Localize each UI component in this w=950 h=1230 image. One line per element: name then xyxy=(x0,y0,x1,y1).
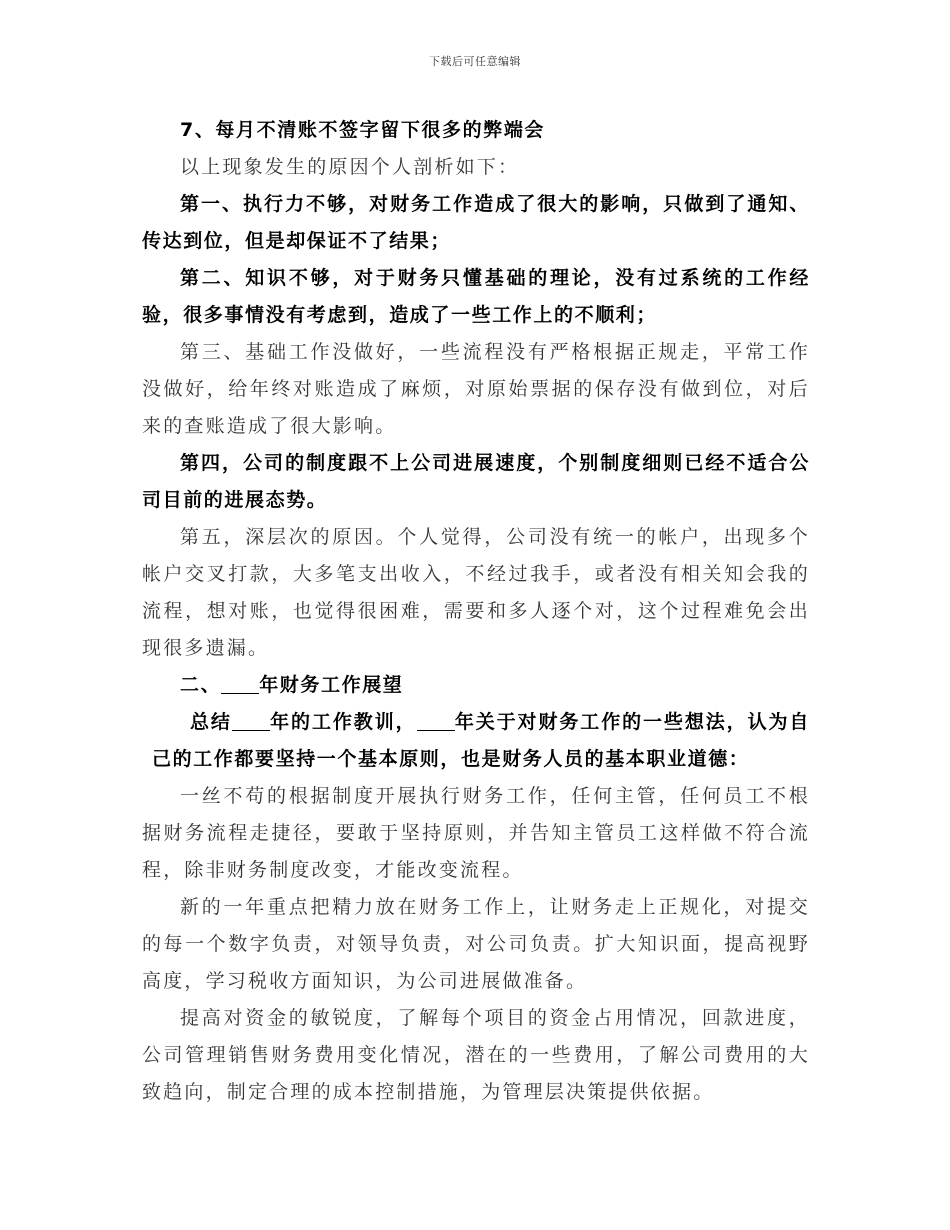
paragraph-cause-2: 第二、知识不够，对于财务只懂基础的理论，没有过系统的工作经验，很多事情没有考虑到，造成了一些工作上的不顺利； xyxy=(142,267,810,326)
summary-part-a: 总结 xyxy=(190,711,232,733)
paragraph-cause-1: 第一、执行力不够，对财务工作造成了很大的影响，只做到了通知、传达到位，但是却保证不了结果； xyxy=(142,193,810,252)
section-heading-outlook xyxy=(142,667,810,704)
paragraph-cause-5: 第五，深层次的原因。个人觉得，公司没有统一的帐户，出现多个帐户交叉打款，大多笔支出收入，不经过我手，或者没有相关知会我的流程，想对账，也觉得很困难，需要和多人逐个对，这个过程难免会出现很多遗漏。 xyxy=(142,526,810,659)
blank-year xyxy=(232,711,270,731)
summary-part-c: 年关于对财务工作的一些想法，认为自己的工作都要坚持一个基本原则，也是财务人员的基本职业道德： xyxy=(152,711,810,770)
paragraph-item-7: 7、每月不清账不签字留下很多的弊端会 xyxy=(180,119,546,141)
blank-year xyxy=(221,674,259,694)
paragraph-summary xyxy=(142,704,810,778)
page-header: 下载后可任意编辑 xyxy=(429,55,521,68)
paragraph-cause-intro: 以上现象发生的原因个人剖析如下： xyxy=(180,156,520,178)
paragraph-principle: 一丝不苟的根据制度开展执行财务工作，任何主管，任何员工不根据财务流程走捷径，要敢于坚持原则，并告知主管员工这样做不符合流程，除非财务制度改变，才能改变流程。 xyxy=(142,785,810,881)
paragraph-cause-3: 第三、基础工作没做好，一些流程没有严格根据正规走，平常工作没做好，给年终对账造成了麻烦，对原始票据的保存没有做到位，对后来的查账造成了很大影响。 xyxy=(142,341,810,437)
paragraph-new-year-focus: 新的一年重点把精力放在财务工作上，让财务走上正规化，对提交的每一个数字负责，对领导负责，对公司负责。扩大知识面，提高视野高度，学习税收方面知识，为公司进展做准备。 xyxy=(142,896,810,992)
summary-part-b: 年的工作教训， xyxy=(269,711,417,733)
paragraph-fund-sensitivity: 提高对资金的敏锐度，了解每个项目的资金占用情况，回款进度，公司管理销售财务费用变化情况，潜在的一些费用，了解公司费用的大致趋向，制定合理的成本控制措施，为管理层决策提供依据。 xyxy=(142,1007,810,1103)
section-heading-suffix: 年财务工作展望 xyxy=(259,674,404,696)
paragraph-cause-4: 第四，公司的制度跟不上公司进展速度，个别制度细则已经不适合公司目前的进展态势。 xyxy=(142,452,810,511)
section-heading-prefix: 二、 xyxy=(180,674,222,696)
blank-year xyxy=(417,711,455,731)
document-body xyxy=(142,112,810,1111)
